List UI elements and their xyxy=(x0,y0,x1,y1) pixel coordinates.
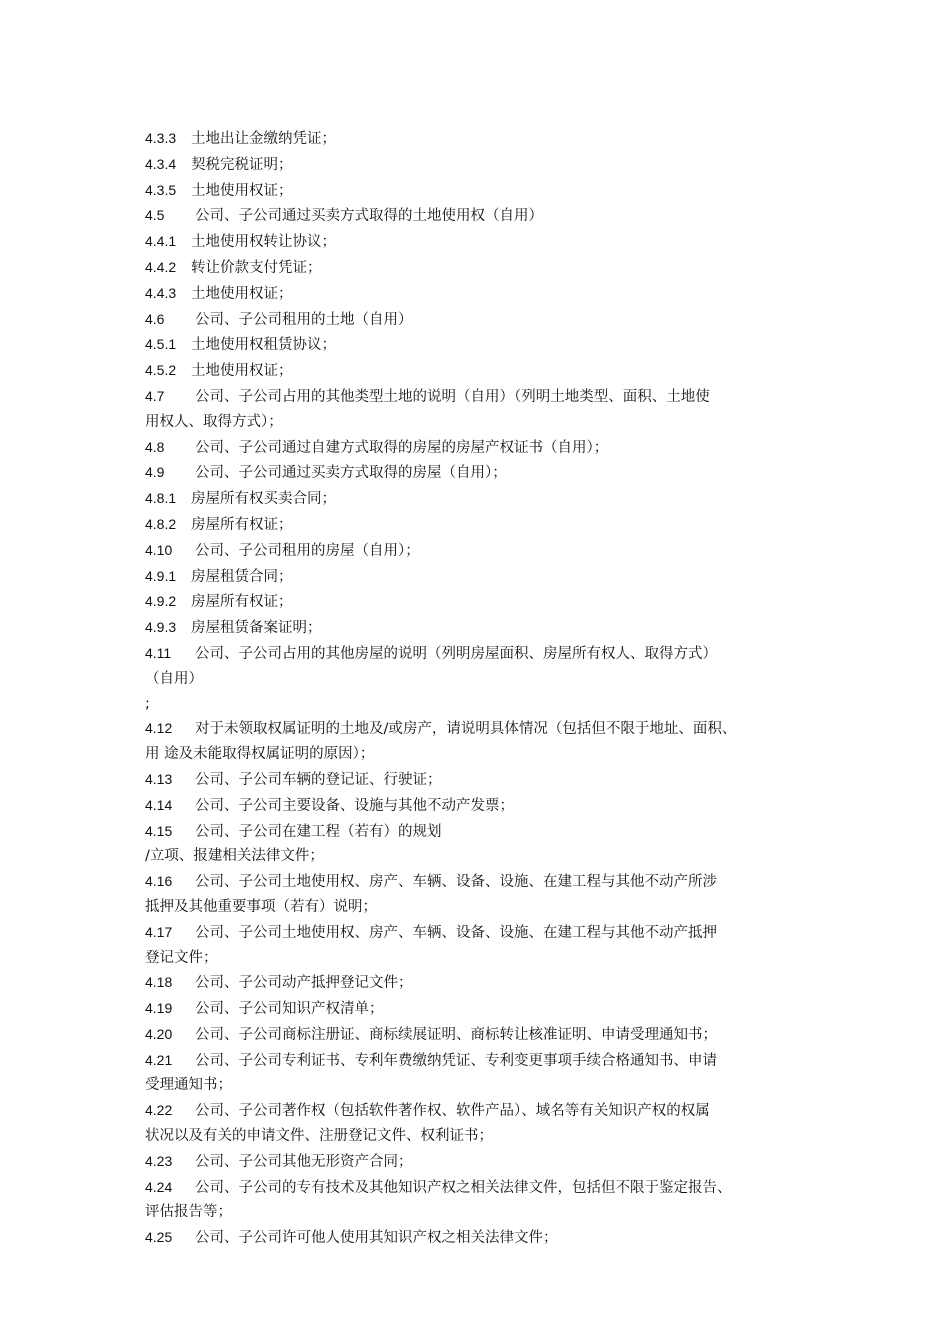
item-text: 公司、子公司商标注册证、商标续展证明、商标转让核准证明、申请受理通知书； xyxy=(195,1026,717,1043)
document-line xyxy=(145,1175,835,1201)
item-text: 公司、子公司其他无形资产合同； xyxy=(195,1153,413,1170)
item-text: 土地使用权证； xyxy=(191,285,293,302)
item-number: 4.6 xyxy=(145,310,165,327)
item-number: 4.14 xyxy=(145,796,173,813)
item-text: 土地出让金缴纳凭证； xyxy=(191,131,336,147)
item-text: 公司、子公司占用的其他类型土地的说明（自用）（列明土地类型、面积、土地使 xyxy=(195,388,710,405)
document-line xyxy=(145,1073,835,1098)
item-text: 公司、子公司车辆的登记证、行驶证； xyxy=(195,771,442,788)
item-text: 房屋所有权证； xyxy=(191,516,293,533)
document-line xyxy=(145,229,835,255)
item-number: 4.5.2 xyxy=(145,362,177,379)
item-text: 受理通知书； xyxy=(145,1077,232,1094)
document-line xyxy=(145,358,835,384)
item-text: 公司、子公司主要设备、设施与其他不动产发票； xyxy=(195,797,514,814)
item-number: 4.9.1 xyxy=(145,567,177,584)
item-text: 用 途及未能取得权属证明的原因）； xyxy=(145,746,375,763)
item-text: 登记文件； xyxy=(145,949,218,966)
document-line xyxy=(145,1098,835,1124)
item-number: 4.9 xyxy=(145,464,165,481)
document-line xyxy=(145,203,835,229)
item-text: ; xyxy=(145,695,150,712)
document-line xyxy=(145,970,835,996)
document-line xyxy=(145,1149,835,1175)
item-text: 土地使用权证； xyxy=(191,363,293,380)
document-line xyxy=(145,460,835,486)
item-number: 4.11 xyxy=(145,644,172,661)
document-line xyxy=(145,667,835,692)
document-line xyxy=(145,716,835,742)
item-text: 状况以及有关的申请文件、注册登记文件、权利证书； xyxy=(145,1128,493,1145)
item-number: 4.3.3 xyxy=(145,130,177,146)
item-text: 土地使用权租赁协议； xyxy=(191,337,336,354)
document-line xyxy=(145,742,835,767)
item-text: 房屋租赁合同； xyxy=(191,568,293,585)
document-line xyxy=(145,255,835,281)
item-number: 4.8.1 xyxy=(145,490,177,507)
item-text: 转让价款支付凭证； xyxy=(191,259,322,276)
item-number: 4.9.2 xyxy=(145,593,177,610)
item-text: 抵押及其他重要事项（若有）说明； xyxy=(145,898,377,915)
item-text: 公司、子公司动产抵押登记文件； xyxy=(195,975,413,992)
item-number: 4.4.1 xyxy=(145,233,177,250)
item-number: 4.17 xyxy=(145,923,173,940)
item-text: （自用） xyxy=(145,670,203,687)
document-line xyxy=(145,589,835,615)
document-line xyxy=(145,641,835,667)
document-line xyxy=(145,1048,835,1074)
item-number: 4.25 xyxy=(145,1229,173,1246)
document-line xyxy=(145,564,835,590)
item-number: 4.3.5 xyxy=(145,181,177,198)
document-line xyxy=(145,307,835,333)
item-number: 4.12 xyxy=(145,720,173,737)
item-text: 土地使用权转让协议； xyxy=(191,234,336,251)
item-text: 公司、子公司土地使用权、房产、车辆、设备、设施、在建工程与其他不动产所涉 xyxy=(195,874,717,891)
item-number: 4.16 xyxy=(145,873,173,890)
item-text: 土地使用权证； xyxy=(191,182,293,199)
document-line xyxy=(145,435,835,461)
item-text: /立项、报建相关法律文件； xyxy=(145,848,324,865)
item-number: 4.3.4 xyxy=(145,155,177,172)
document-line xyxy=(145,384,835,410)
document-line xyxy=(145,946,835,971)
item-number: 4.8 xyxy=(145,438,165,455)
item-number: 4.4.2 xyxy=(145,258,177,275)
item-number: 4.18 xyxy=(145,974,173,991)
document-line xyxy=(145,793,835,819)
item-text: 公司、子公司通过自建方式取得的房屋的房屋产权证书（自用）； xyxy=(195,439,609,456)
item-number: 4.8.2 xyxy=(145,515,177,532)
document-line xyxy=(145,486,835,512)
document-line xyxy=(145,152,835,178)
item-text: 公司、子公司在建工程（若有）的规划 xyxy=(195,823,442,840)
item-text: 房屋所有权买卖合同； xyxy=(191,491,336,508)
document-body xyxy=(145,126,835,1251)
item-text: 公司、子公司租用的房屋（自用）； xyxy=(195,542,420,559)
document-line xyxy=(145,844,835,869)
document-line xyxy=(145,126,835,152)
item-text: 公司、子公司通过买卖方式取得的土地使用权（自用） xyxy=(195,208,543,225)
document-line xyxy=(145,281,835,307)
item-text: 公司、子公司土地使用权、房产、车辆、设备、设施、在建工程与其他不动产抵押 xyxy=(195,924,717,941)
document-line xyxy=(145,869,835,895)
item-number: 4.21 xyxy=(145,1051,173,1068)
document-line xyxy=(145,819,835,845)
item-text: 公司、子公司的专有技术及其他知识产权之相关法律文件，包括但不限于鉴定报告、 xyxy=(195,1179,732,1196)
item-text: 公司、子公司许可他人使用其知识产权之相关法律文件； xyxy=(195,1230,558,1247)
document-line xyxy=(145,692,835,717)
document-line xyxy=(145,1022,835,1048)
item-text: 对于未领取权属证明的土地及/或房产，请说明具体情况（包括但不限于地址、面积、 xyxy=(195,721,737,738)
item-number: 4.19 xyxy=(145,1000,173,1017)
item-text: 房屋所有权证； xyxy=(191,594,293,611)
item-number: 4.20 xyxy=(145,1025,173,1042)
item-number: 4.9.3 xyxy=(145,619,177,636)
item-text: 评估报告等； xyxy=(145,1204,232,1221)
item-number: 4.24 xyxy=(145,1178,173,1195)
item-number: 4.7 xyxy=(145,387,165,404)
item-number: 4.10 xyxy=(145,541,173,558)
item-number: 4.5.1 xyxy=(145,336,177,353)
item-number: 4.13 xyxy=(145,770,173,787)
item-text: 用权人、取得方式）； xyxy=(145,413,283,430)
document-line xyxy=(145,920,835,946)
document-line xyxy=(145,1225,835,1251)
item-text: 公司、子公司知识产权清单； xyxy=(195,1001,384,1018)
item-number: 4.22 xyxy=(145,1102,173,1119)
item-text: 公司、子公司通过买卖方式取得的房屋（自用）； xyxy=(195,465,507,482)
document-line xyxy=(145,332,835,358)
document-line xyxy=(145,767,835,793)
document-line xyxy=(145,996,835,1022)
item-text: 公司、子公司租用的土地（自用） xyxy=(195,311,413,328)
item-number: 4.15 xyxy=(145,822,173,839)
item-text: 房屋租赁备案证明； xyxy=(191,620,322,637)
document-line xyxy=(145,1200,835,1225)
document-line xyxy=(145,538,835,564)
item-number: 4.4.3 xyxy=(145,284,177,301)
item-text: 公司、子公司著作权（包括软件著作权、软件产品）、域名等有关知识产权的权属 xyxy=(195,1103,710,1120)
document-line xyxy=(145,512,835,538)
item-text: 契税完税证明； xyxy=(191,156,293,173)
item-text: 公司、子公司专利证书、专利年费缴纳凭证、专利变更事项手续合格通知书、申请 xyxy=(195,1052,717,1069)
item-text: 公司、子公司占用的其他房屋的说明（列明房屋面积、房屋所有权人、取得方式） xyxy=(195,645,717,662)
item-number: 4.23 xyxy=(145,1152,173,1169)
document-line xyxy=(145,615,835,641)
document-line xyxy=(145,895,835,920)
document-line xyxy=(145,178,835,204)
document-line xyxy=(145,410,835,435)
item-number: 4.5 xyxy=(145,207,165,224)
document-line xyxy=(145,1124,835,1149)
